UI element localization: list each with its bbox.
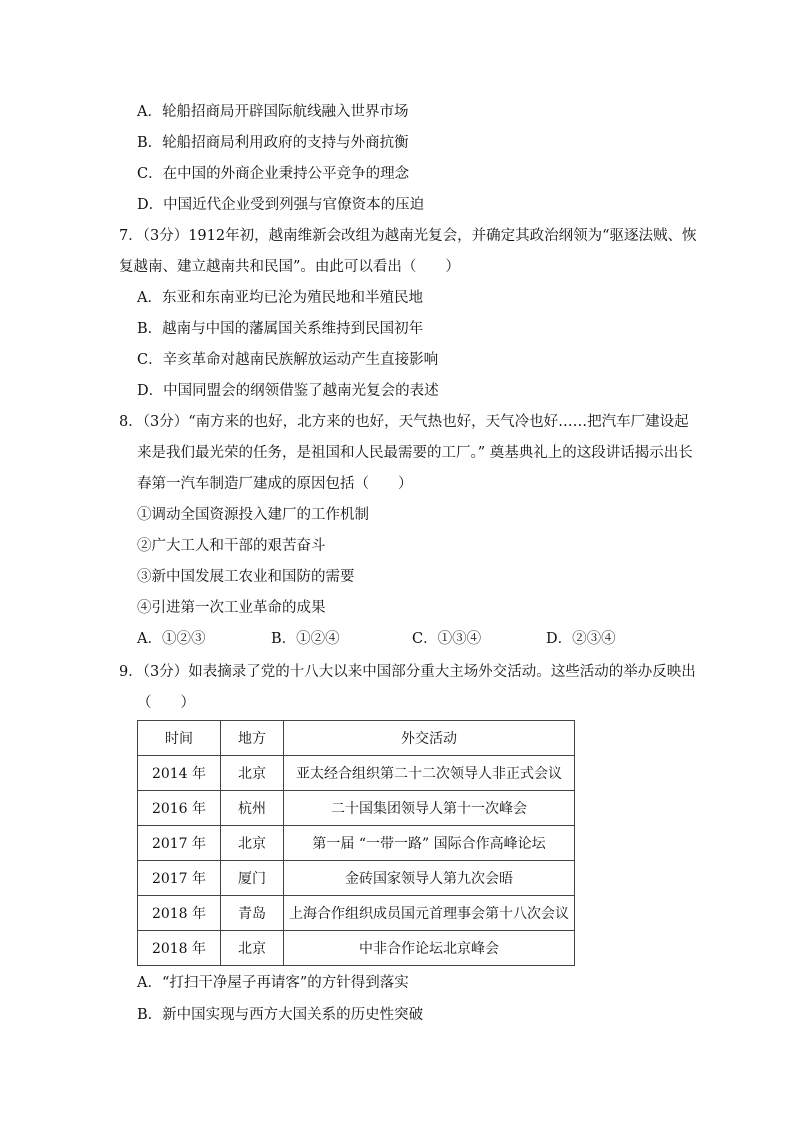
q9-option-a: A．“打扫干净屋子再请客”的方针得到落实: [137, 975, 409, 991]
table-cell-time: 2014 年: [138, 756, 221, 791]
table-cell-place: 北京: [221, 756, 284, 791]
table-cell-activity: 上海合作组织成员国元首理事会第十八次会议: [284, 896, 575, 931]
table-cell-time: 2018 年: [138, 896, 221, 931]
table-cell-time: 2017 年: [138, 826, 221, 861]
q9-option-b: B．新中国实现与西方大国关系的历史性突破: [137, 1007, 424, 1023]
table-cell-activity: 金砖国家领导人第九次会晤: [284, 861, 575, 896]
q7-option-d: D．中国同盟会的纲领借鉴了越南光复会的表述: [137, 383, 439, 399]
q8-item-1: ①调动全国资源投入建厂的工作机制: [137, 507, 369, 523]
table-cell-activity: 亚太经合组织第二十二次领导人非正式会议: [284, 756, 575, 791]
q8-option-b: B．①②④: [271, 631, 340, 647]
q8-item-3: ③新中国发展工农业和国防的需要: [137, 569, 355, 585]
table-cell-time: 2016 年: [138, 791, 221, 826]
diplomacy-table: [137, 720, 575, 966]
table-row: [138, 756, 575, 791]
table-row: [138, 861, 575, 896]
table-row: [138, 931, 575, 966]
q6-option-d: D．中国近代企业受到列强与官僚资本的压迫: [137, 197, 425, 213]
table-header-place: 地方: [221, 721, 284, 756]
table-header-row: [138, 721, 575, 756]
q8-item-4: ④引进第一次工业革命的成果: [137, 600, 326, 616]
table-cell-activity: 二十国集团领导人第十一次峰会: [284, 791, 575, 826]
q6-option-c: C．在中国的外商企业秉持公平竞争的理念: [137, 166, 410, 182]
table-cell-place: 厦门: [221, 861, 284, 896]
table-cell-time: 2018 年: [138, 931, 221, 966]
q8-item-2: ②广大工人和干部的艰苦奋斗: [137, 538, 326, 554]
q7-option-c: C．辛亥革命对越南民族解放运动产生直接影响: [137, 352, 439, 368]
q9-stem-line-1: 9．（3分）如表摘录了党的十八大以来中国部分重大主场外交活动。这些活动的举办反映出: [119, 664, 696, 680]
table-cell-place: 北京: [221, 826, 284, 861]
q8-stem-line-2: 来是我们最光荣的任务，是祖国和人民最需要的工厂。” 奠基典礼上的这段讲话揭示出长: [137, 445, 693, 461]
table-cell-place: 青岛: [221, 896, 284, 931]
q8-stem-line-3: 春第一汽车制造厂建成的原因包括（ ）: [137, 476, 413, 492]
table-header-time: 时间: [138, 721, 221, 756]
q7-option-b: B．越南与中国的藩属国关系维持到民国初年: [137, 321, 424, 337]
q9-stem-line-2: （ ）: [137, 695, 195, 711]
q7-stem-line-2: 复越南、建立越南共和民国”。由此可以看出（ ）: [119, 259, 460, 275]
q7-stem-line-1: 7．（3分）1912年初，越南维新会改组为越南光复会，并确定其政治纲领为“驱逐法贼、恢: [119, 228, 697, 244]
q8-option-c: C．①③④: [412, 631, 482, 647]
table-row: [138, 896, 575, 931]
q8-options-row: [0, 629, 794, 649]
table-row: [138, 791, 575, 826]
table-cell-activity: 中非合作论坛北京峰会: [284, 931, 575, 966]
table-header-activity: 外交活动: [284, 721, 575, 756]
table-row: [138, 826, 575, 861]
table-cell-place: 杭州: [221, 791, 284, 826]
table-cell-activity: 第一届 “一带一路” 国际合作高峰论坛: [284, 826, 575, 861]
q8-option-d: D．②③④: [546, 631, 616, 647]
table-cell-time: 2017 年: [138, 861, 221, 896]
q8-stem-line-1: 8．（3分）“南方来的也好，北方来的也好，天气热也好，天气冷也好……把汽车厂建设起: [119, 414, 689, 430]
q8-option-a: A．①②③: [137, 631, 206, 647]
q6-option-a: A．轮船招商局开辟国际航线融入世界市场: [137, 104, 409, 120]
table-cell-place: 北京: [221, 931, 284, 966]
q6-option-b: B．轮船招商局利用政府的支持与外商抗衡: [137, 135, 409, 151]
q7-option-a: A．东亚和东南亚均已沦为殖民地和半殖民地: [137, 290, 423, 306]
